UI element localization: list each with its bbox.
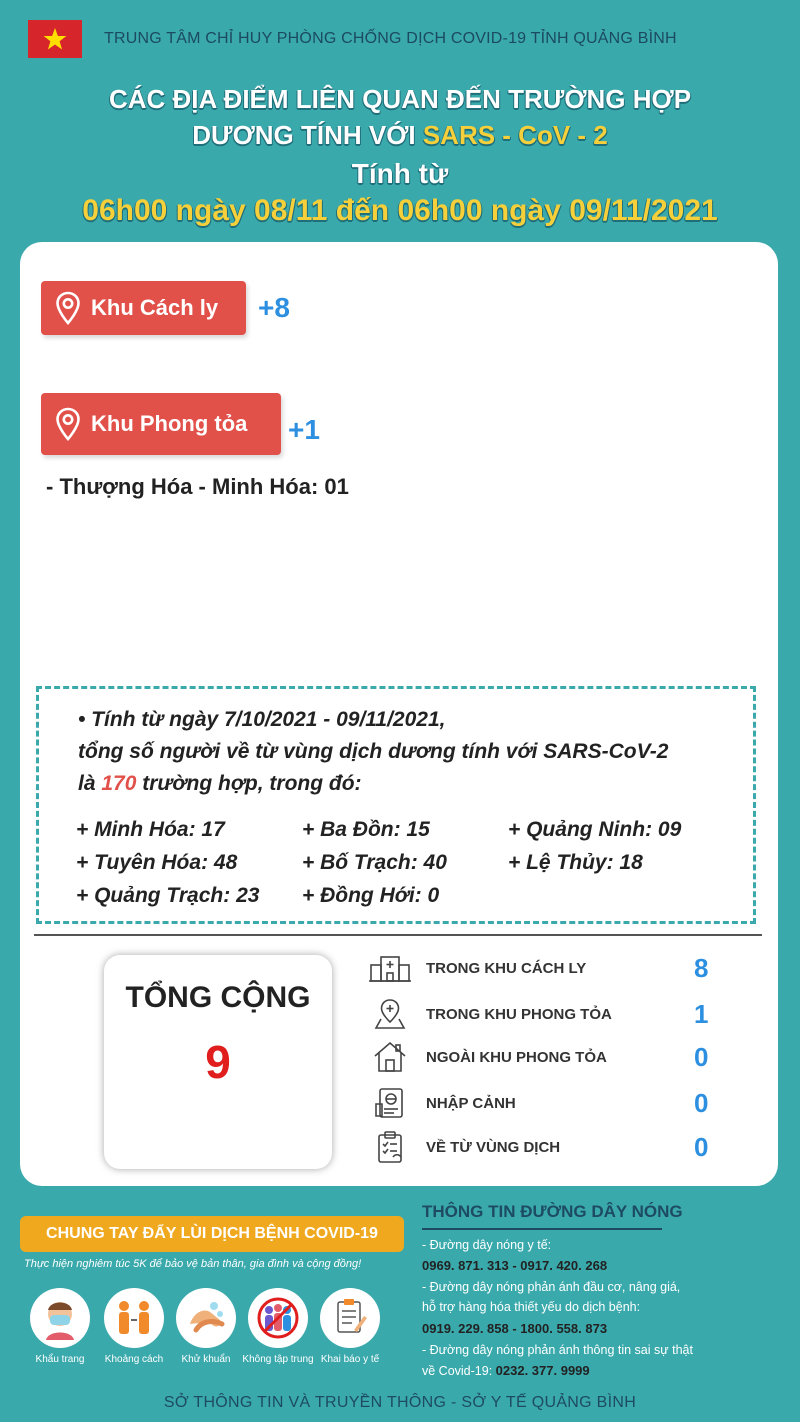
total-value: 9 xyxy=(205,1036,231,1088)
hotline-line-5-prefix: về Covid-19: xyxy=(422,1364,496,1378)
hotline-number xyxy=(422,1258,607,1273)
campaign-item-declare xyxy=(320,1288,380,1348)
district-item: + Quảng Trạch: 23 xyxy=(76,884,260,907)
district-item: + Minh Hóa: 17 xyxy=(76,818,225,841)
no-gathering-icon xyxy=(248,1288,308,1348)
campaign-item-label: Khai báo y tế xyxy=(320,1354,380,1365)
location-pin-icon xyxy=(55,407,81,441)
stat-value: 1 xyxy=(694,998,709,1029)
campaign-banner: CHUNG TAY ĐẨY LÙI DỊCH BỆNH COVID-19 xyxy=(20,1216,404,1252)
hotline-underline xyxy=(422,1228,662,1230)
clipboard-icon xyxy=(368,1130,412,1164)
quarantine-zone-count: +8 xyxy=(258,292,290,323)
quarantine-zone-label: Khu Cách ly xyxy=(91,295,219,320)
stat-label: VỀ TỪ VÙNG DỊCH xyxy=(426,1138,561,1156)
virus-name: SARS - CoV - 2 xyxy=(422,120,608,150)
district-item: + Đồng Hới: 0 xyxy=(302,884,440,907)
campaign-subtitle: Thực hiện nghiêm túc 5K để bảo vệ bản thân, gia đình và cộng đồng! xyxy=(24,1258,362,1270)
lockdown-zone-badge xyxy=(41,393,281,455)
hand-wash-icon xyxy=(176,1288,236,1348)
total-returnees: 170 xyxy=(101,772,137,795)
district-item: + Lệ Thủy: 18 xyxy=(508,851,643,874)
campaign-item-mask xyxy=(30,1288,90,1348)
footer: SỞ THÔNG TIN VÀ TRUYỀN THÔNG - SỞ Y TẾ QUẢNG BÌNH xyxy=(163,1394,637,1411)
stat-label: NHẬP CẢNH xyxy=(426,1094,516,1112)
map-pin-icon xyxy=(368,997,412,1031)
district-item: + Bố Trạch: 40 xyxy=(302,851,447,874)
stat-row-returned xyxy=(368,1127,768,1167)
campaign-item-sanitize xyxy=(176,1288,236,1348)
campaign-item-no-gathering xyxy=(248,1288,308,1348)
campaign-item-distance xyxy=(104,1288,164,1348)
stat-label: TRONG KHU CÁCH LY xyxy=(426,959,587,977)
hotline-line: hỗ trợ hàng hóa thiết yếu do dịch bệnh: xyxy=(422,1300,641,1314)
stat-value: 0 xyxy=(694,1131,709,1162)
house-icon xyxy=(368,1040,412,1074)
organization-name: TRUNG TÂM CHỈ HUY PHÒNG CHỐNG DỊCH COVID-19 TỈNH QUẢNG BÌNH xyxy=(104,30,677,47)
campaign-item-label: Không tập trung xyxy=(242,1354,314,1365)
title-line-1: CÁC ĐỊA ĐIỂM LIÊN QUAN ĐẾN TRƯỜNG HỢP xyxy=(108,84,692,114)
campaign-item-label: Khoảng cách xyxy=(104,1354,164,1365)
location-pin-icon xyxy=(55,291,81,325)
hotline-medical-numbers: 0969. 871. 313 - 0917. 420. 268 xyxy=(422,1258,608,1273)
stat-row-quarantine xyxy=(368,948,768,988)
hotline-line: - Đường dây nóng phản ánh đầu cơ, nâng giá, xyxy=(422,1280,681,1294)
stat-label: NGOÀI KHU PHONG TỎA xyxy=(426,1048,607,1066)
total-box xyxy=(104,955,332,1169)
star-icon xyxy=(43,27,67,51)
since-label: Tính từ xyxy=(351,158,449,189)
hospital-icon xyxy=(368,953,412,983)
lockdown-zone-count: +1 xyxy=(288,414,320,445)
stat-value: 0 xyxy=(694,1087,709,1118)
hotline-price-numbers: 0919. 229. 858 - 1800. 558. 873 xyxy=(422,1321,608,1336)
quarantine-zone-badge xyxy=(41,281,246,335)
total-label: TỔNG CỘNG xyxy=(125,981,311,1014)
distance-icon xyxy=(104,1288,164,1348)
title-line-2-prefix: DƯƠNG TÍNH VỚI xyxy=(192,120,423,150)
divider xyxy=(34,934,762,936)
stat-value: 0 xyxy=(694,1041,709,1072)
stat-label: TRONG KHU PHONG TỎA xyxy=(426,1005,612,1023)
lockdown-entry: - Thượng Hóa - Minh Hóa: 01 xyxy=(46,474,349,499)
face-mask-icon xyxy=(30,1288,90,1348)
campaign-item-label: Khử khuẩn xyxy=(181,1354,231,1365)
title-line-2 xyxy=(0,120,800,151)
stat-row-lockdown xyxy=(368,994,768,1034)
district-item: + Quảng Ninh: 09 xyxy=(508,818,682,841)
stat-row-entry xyxy=(368,1083,768,1123)
summary-line-3 xyxy=(78,772,362,796)
summary-line-2: tổng số người về từ vùng dịch dương tính với SARS-CoV-2 xyxy=(78,740,669,763)
hotline-line: - Đường dây nóng y tế: xyxy=(422,1238,552,1252)
summary-line-1: • Tính từ ngày 7/10/2021 - 09/11/2021, xyxy=(78,708,446,731)
health-declaration-icon xyxy=(320,1288,380,1348)
hotline-line: - Đường dây nóng phản ánh thông tin sai sự thật xyxy=(422,1343,693,1357)
hotline-number xyxy=(422,1321,607,1336)
stat-row-outside xyxy=(368,1037,768,1077)
district-item: + Ba Đồn: 15 xyxy=(302,818,430,841)
district-item: + Tuyên Hóa: 48 xyxy=(76,851,238,874)
hotline-line xyxy=(422,1363,590,1378)
stat-value: 8 xyxy=(694,952,709,983)
campaign-item-label: Khẩu trang xyxy=(35,1354,85,1365)
lockdown-zone-label: Khu Phong tỏa xyxy=(91,411,248,436)
hotline-title: THÔNG TIN ĐƯỜNG DÂY NÓNG xyxy=(422,1202,683,1221)
report-period: 06h00 ngày 08/11 đến 06h00 ngày 09/11/2021 xyxy=(82,194,718,227)
vietnam-flag xyxy=(28,20,82,58)
summary-line-3-prefix: là xyxy=(78,772,102,795)
passport-icon xyxy=(368,1086,412,1120)
summary-line-3-suffix: trường hợp, trong đó: xyxy=(136,772,362,795)
hotline-misinformation-number: 0232. 377. 9999 xyxy=(495,1363,590,1378)
